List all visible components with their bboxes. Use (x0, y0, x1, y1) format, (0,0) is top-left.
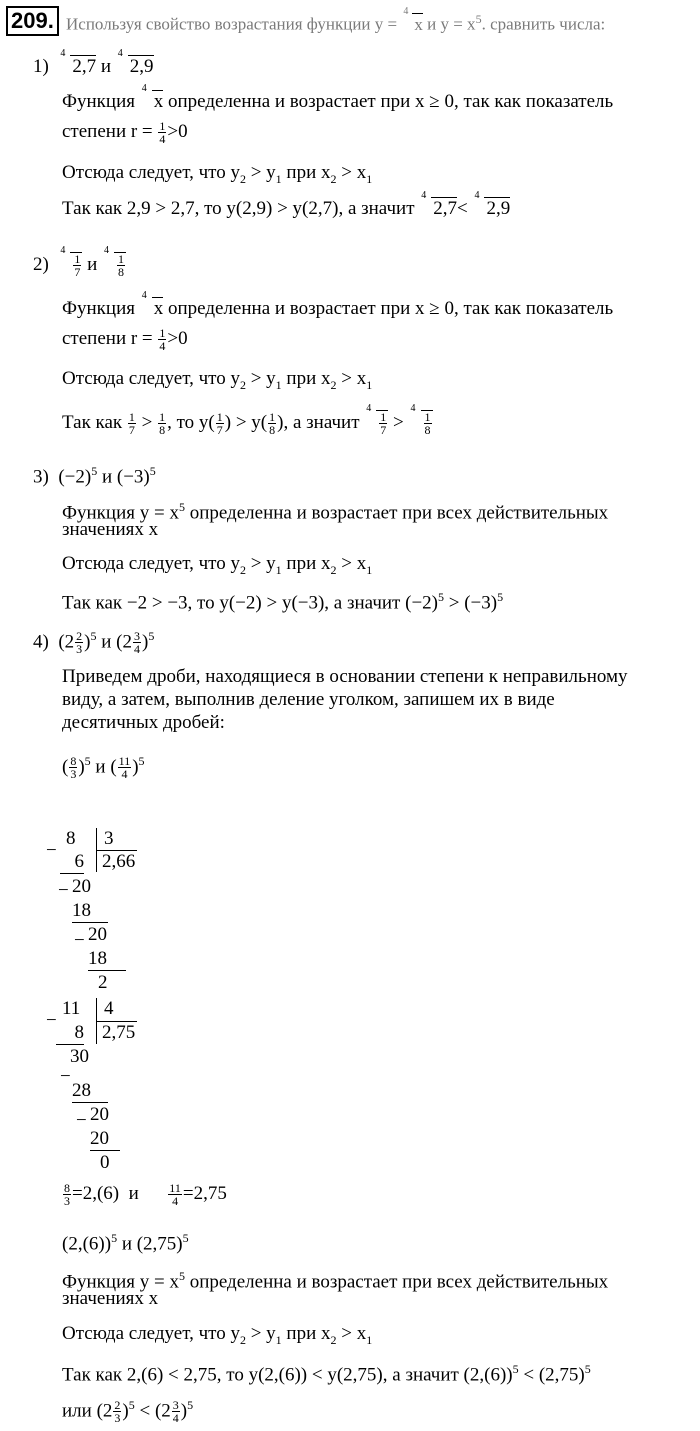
part-1-line-1: Функция 4 x определенна и возрастает при x ≥ 0, так как показатель (62, 83, 614, 112)
part-4-decimal-results: $\frac{8}{3}$ =2,(6) и $\frac{11}{4}$ =2,75 (64, 1181, 227, 1208)
part-1-line-4: Так как 2,9 > 2,7, то y(2,9) > y(2,7), а значит 4 2,7< 4 2,9 (62, 190, 511, 219)
part-1-line-2: степени r = $\frac{1}{4}$ >0 (62, 119, 188, 146)
part-3-line-2: значениях x (62, 519, 159, 540)
division-step: 20 (90, 1104, 109, 1125)
dividend: 11 (62, 998, 81, 1019)
part-4-fractions: ( $\frac{8}{3}$ )$^5$ и ( $\frac{11}{4}$ )$^5$ (62, 754, 145, 782)
division-step: 20 (72, 876, 91, 897)
part-2-line-3: Отсюда следует, что $y_2 > y_1$ при $x_2 > x_1$ (62, 368, 373, 392)
division-step: 18 (72, 900, 108, 923)
division-step: 20 (90, 1128, 120, 1151)
part-1-line-3: Отсюда следует, что $y_2 > y_1$ при $x_2 > x_1$ (62, 162, 373, 186)
division-step: 28 (72, 1080, 108, 1103)
part-2-line-2: степени r = $\frac{1}{4}$ >0 (62, 326, 188, 353)
task-statement: Используя свойство возрастания функции y = 4 x и $y = x^5$. сравнить числа: (66, 5, 606, 34)
minus-sign: − (76, 1110, 87, 1131)
part-1-heading: 1) 4 2,7 и 4 2,9 (33, 48, 154, 77)
division-step: 6 (60, 851, 84, 874)
minus-sign: − (58, 880, 69, 901)
part-4-line-2: значениях x (62, 1288, 159, 1309)
division-remainder: 2 (98, 972, 108, 993)
part-2-heading: 2) 4 $\frac{1}{7}$ и 4 $\frac{1}{8}$ (33, 245, 124, 279)
dividend: 8 (66, 828, 76, 849)
quotient: 2,66 (102, 851, 136, 872)
part-4-heading: 4) (2 $\frac{2}{3}$ )$^5$ и (2 $\frac{3}{4}$ )$^5$ (33, 629, 155, 657)
part-4-compare: $(2,(6))^5$ и $(2,75)^5$ (62, 1231, 189, 1255)
part-4-final: или (2 $\frac{2}{3}$ )$^5$ < (2 $\frac{3}{4}$ )$^5$ (62, 1398, 194, 1426)
part-4-intro-2: виду, а затем, выполнив деление уголком, запишем их в виде (62, 689, 555, 710)
division-step: 18 (88, 948, 126, 971)
minus-sign: − (74, 930, 85, 951)
part-3-line-1: Функция $y = x^5$ определенна и возрастает при всех действительных (62, 500, 609, 524)
part-4-intro-3: десятичных дробей: (62, 712, 225, 733)
part-3-line-4: Так как −2 > −3, то y(−2) > y(−3), а значит $(-2)^5 > (-3)^5$ (62, 590, 504, 614)
part-4-line-1: Функция $y = x^5$ определенна и возрастает при всех действительных (62, 1269, 609, 1293)
divisor: 4 (104, 998, 114, 1019)
part-4-line-4: Так как 2,(6) < 2,75, то y(2,(6)) < y(2,75), а значит $(2,(6))^5 < (2,75)^5$ (62, 1362, 591, 1386)
part-3-line-3: Отсюда следует, что $y_2 > y_1$ при $x_2 > x_1$ (62, 553, 373, 577)
part-2-line-1: Функция 4 x определенна и возрастает при x ≥ 0, так как показатель (62, 290, 614, 319)
division-remainder: 0 (100, 1152, 110, 1173)
division-step: 8 (56, 1022, 84, 1045)
problem-number: 209. (6, 6, 59, 36)
part-2-line-4: Так как $\frac{1}{7}$ > $\frac{1}{8}$ , то y( $\frac{1}{7}$ ) > y( $\frac{1}{8}$ ), а значит 4 $\frac{1}{7}$ > 4 $\frac{1}{8}$ (62, 403, 431, 437)
minus-sign: − (60, 1066, 71, 1087)
part-4-line-3: Отсюда следует, что $y_2 > y_1$ при $x_2 > x_1$ (62, 1323, 373, 1347)
part-3-heading: 3) $(-2)^5$ и $(-3)^5$ (33, 464, 156, 488)
quotient: 2,75 (102, 1022, 136, 1043)
divisor: 3 (104, 828, 114, 849)
division-step: 20 (88, 924, 107, 945)
part-4-intro-1: Приведем дроби, находящиеся в основании степени к неправильному (62, 666, 628, 687)
minus-sign: − (46, 840, 57, 861)
minus-sign: − (46, 1010, 57, 1031)
division-step: 30 (70, 1046, 89, 1067)
